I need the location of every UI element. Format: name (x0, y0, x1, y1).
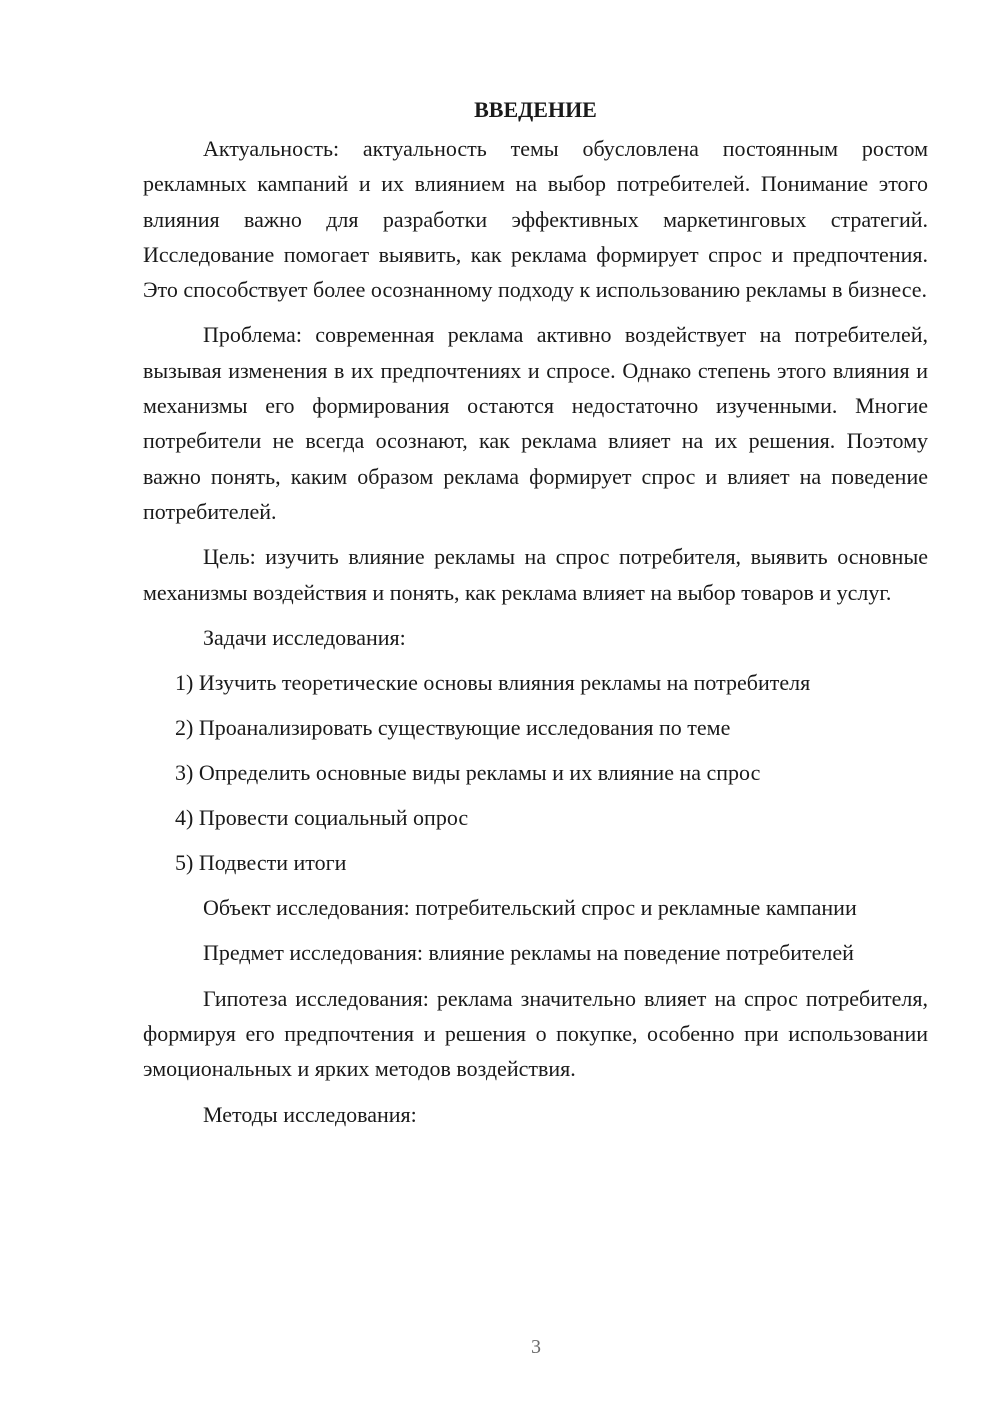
task-item-5: 5) Подвести итоги (175, 850, 347, 876)
page-body (143, 92, 928, 1132)
hypothesis-paragraph: Гипотеза исследования: реклама значительно влияет на спрос потребителя, формируя его предпочтения и решения о покупке, особенно при использовании эмоциональных и ярких методов воздействия. (143, 985, 928, 1082)
problem-paragraph: Проблема: современная реклама активно воздействует на потребителей, вызывая изменения в их предпочтениях и спросе. Однако степень этого влияния и механизмы его формирования остаются недостаточно изученными. Многие потребители не всегда осознают, как реклама влияет на их решения. Поэтому важно понять, каким образом реклама формирует спрос и влияет на поведение потребителей. (143, 322, 928, 524)
task-item-4: 4) Провести социальный опрос (175, 805, 469, 831)
object-paragraph: Объект исследования: потребительский спрос и рекламные кампании (203, 895, 857, 921)
relevance-paragraph: Актуальность: актуальность темы обусловлена постоянным ростом рекламных кампаний и их влиянием на выбор потребителей. Понимание этого влияния важно для разработки эффективных маркетинговых стратегий. Исследование помогает выявить, как реклама формирует спрос и предпочтения. Это способствует более осознанному подходу к использованию рекламы в бизнесе. (143, 136, 928, 303)
tasks-heading: Задачи исследования: (203, 624, 406, 650)
subject-paragraph: Предмет исследования: влияние рекламы на поведение потребителей (203, 940, 854, 966)
task-item-1: 1) Изучить теоретические основы влияния рекламы на потребителя (175, 670, 811, 696)
goal-paragraph: Цель: изучить влияние рекламы на спрос потребителя, выявить основные механизмы воздействия и понять, как реклама влияет на выбор товаров и услуг. (143, 544, 928, 605)
page-number: 3 (531, 1336, 541, 1358)
section-title: ВВЕДЕНИЕ (474, 97, 597, 122)
task-item-3: 3) Определить основные виды рекламы и их влияние на спрос (175, 760, 761, 786)
tasks-list (143, 665, 928, 880)
task-item-2: 2) Проанализировать существующие исследования по теме (175, 715, 731, 741)
methods-heading: Методы исследования: (203, 1101, 417, 1127)
